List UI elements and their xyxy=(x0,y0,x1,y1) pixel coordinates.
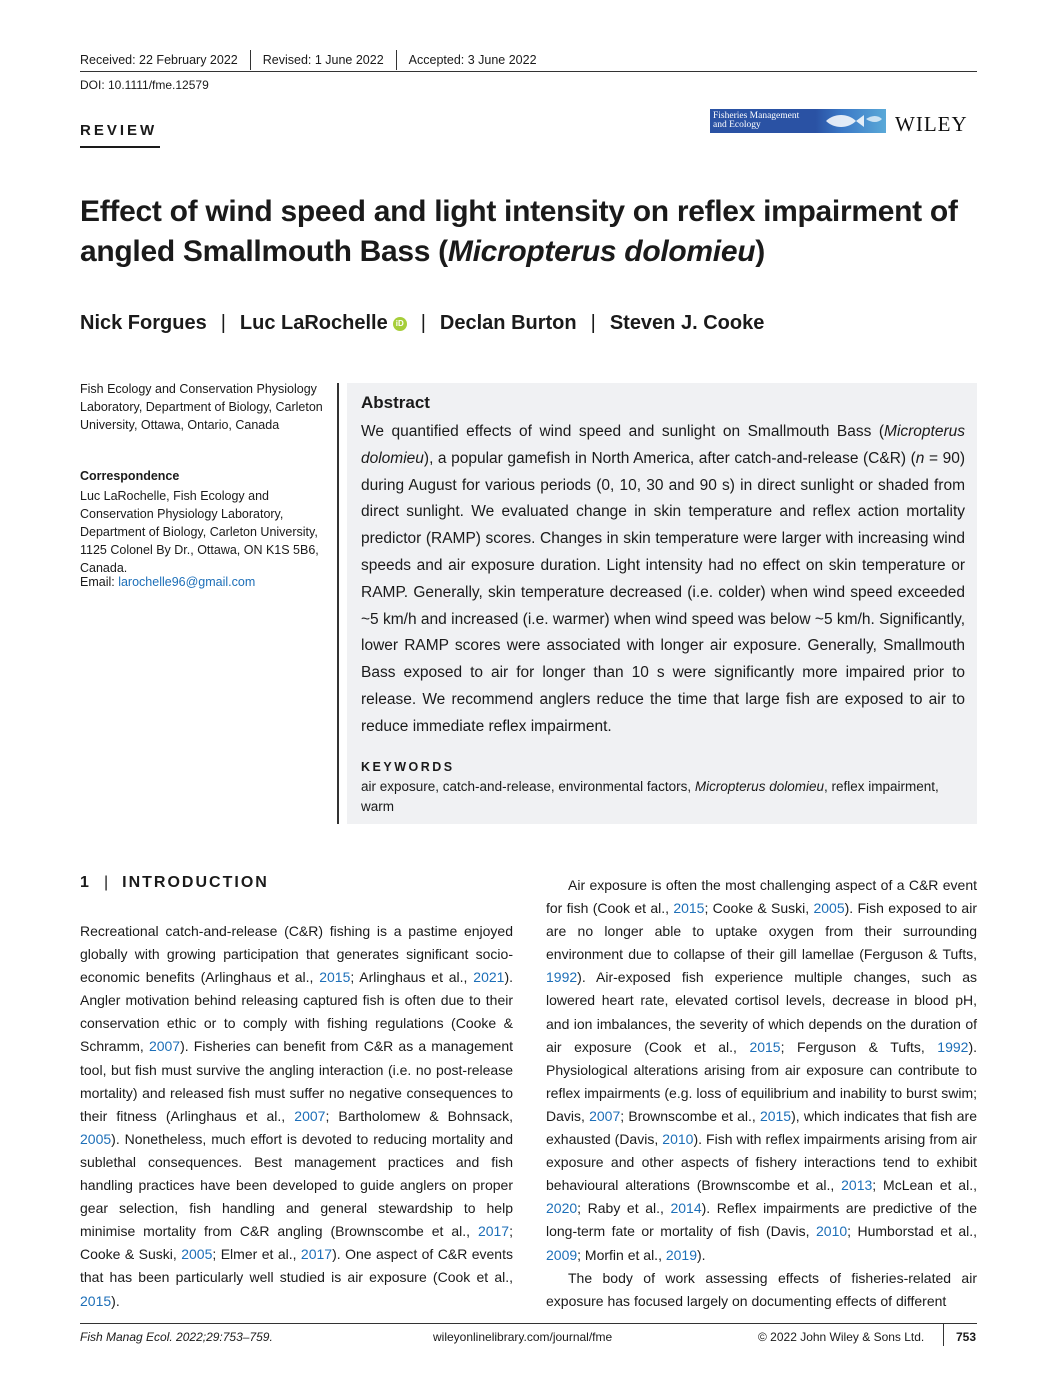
orcid-icon[interactable]: iD xyxy=(393,317,407,331)
citation-link[interactable]: 2019 xyxy=(665,1246,698,1263)
abstract-heading: Abstract xyxy=(361,393,430,412)
accepted-date: Accepted: 3 June 2022 xyxy=(408,53,537,67)
body-column-left xyxy=(80,920,513,1313)
citation-link[interactable]: 2005 xyxy=(80,1130,112,1147)
article-type-underline xyxy=(80,146,160,148)
divider xyxy=(396,50,397,70)
citation-link[interactable]: 1992 xyxy=(937,1038,969,1055)
author[interactable]: Luc LaRochelle xyxy=(239,312,388,334)
column-divider xyxy=(337,383,339,824)
email-link[interactable]: larochelle96@gmail.com xyxy=(118,575,256,589)
journal-name: Fisheries Management and Ecology xyxy=(713,110,800,130)
citation-link[interactable]: 2020 xyxy=(546,1200,578,1217)
footer-copyright: © 2022 John Wiley & Sons Ltd. xyxy=(758,1330,925,1344)
footer-url[interactable]: wileyonlinelibrary.com/journal/fme xyxy=(433,1330,613,1344)
citation-link[interactable]: 2017 xyxy=(477,1223,510,1240)
author[interactable]: Nick Forgues xyxy=(80,312,207,334)
citation-link[interactable]: 2015 xyxy=(759,1107,792,1124)
fish-icon xyxy=(822,110,886,132)
correspondence-heading: Correspondence xyxy=(80,469,180,483)
citation-link[interactable]: 2021 xyxy=(473,969,505,986)
paragraph: Air exposure is often the most challenging aspect of a C&R event for fish (Cook et al., 2015; Cooke & Suski, 2005). Fish exposed to air are no longer able to uptake oxygen from their surrounding environment due to collapse of their gill lamellae (Ferguson & Tufts, 1992). Air-exposed fish experience multiple changes, such as lowered heart rate, elevated cortisol levels, decrease in blood pH, and ion imbalances, the severity of which depends on the duration of air exposure (Cook et al., 2015; Ferguson & Tufts, 1992). Physiological alterations arising from air exposure can contribute to reflex impairments (e.g. loss of equilibrium and inability to burst swim; Davis, 2007; Brownscombe et al., 2015), which indicates that fish are exhausted (Davis, 2010). Fish with reflex impairments arising from air exposure and other aspects of fishery interactions tend to exhibit behavioural alterations (Brownscombe et al., 2013; McLean et al., 2020; Raby et al., 2014). Reflex impairments are predictive of the long-term fate or mortality of fish (Davis, 2010; Humborstad et al., 2009; Morfin et al., 2019). xyxy=(546,877,978,1263)
divider xyxy=(250,50,251,70)
header-rule xyxy=(80,71,977,72)
citation-link[interactable]: 2017 xyxy=(300,1246,333,1263)
footer-rule xyxy=(80,1323,977,1324)
citation-link[interactable]: 2007 xyxy=(589,1107,621,1124)
paragraph: Recreational catch-and-release (C&R) fishing is a pastime enjoyed globally with growing participation that generates significant socio-economic benefits (Arlinghaus et al., 2015; Arlinghaus et al., 2021). Angler motivation behind releasing captured fish is often due to their conservation ethic or to comply with fishing regulations (Cooke & Schramm, 2007). Fisheries can benefit from C&R as a management tool, but fish must survive the angling interaction (i.e. no post-release mortality) and released fish must suffer no negative consequences to their fitness (Arlinghaus et al., 2007; Bartholomew & Bohnsack, 2005). Nonetheless, much effort is devoted to reducing mortality and sublethal consequences. Best management practices and fish handling practices have been developed to guide anglers on proper gear selection, fish handling and general stewardship to help minimise mortality from C&R angling (Brownscombe et al., 2017; Cooke & Suski, 2005; Elmer et al., 2017). One aspect of C&R events that has been particularly well studied is air exposure (Cook et al., 2015). xyxy=(80,923,513,1309)
history-dates xyxy=(80,50,537,70)
citation-link[interactable]: 2007 xyxy=(294,1107,326,1124)
page-number: 753 xyxy=(956,1330,977,1344)
citation-link[interactable]: 2005 xyxy=(813,900,845,917)
doi: DOI: 10.1111/fme.12579 xyxy=(80,78,209,92)
section-heading: 1 | INTRODUCTION xyxy=(80,874,269,891)
citation-link[interactable]: 2010 xyxy=(662,1131,694,1148)
citation-link[interactable]: 2007 xyxy=(148,1038,181,1055)
received-date: Received: 22 February 2022 xyxy=(80,53,238,67)
citation-link[interactable]: 2014 xyxy=(670,1200,702,1217)
citation-link[interactable]: 2015 xyxy=(319,969,351,986)
correspondence-email: Email: larochelle96@gmail.com xyxy=(80,575,256,589)
citation-link[interactable]: 2015 xyxy=(749,1038,781,1055)
publisher-logo[interactable]: WILEY xyxy=(895,112,968,136)
abstract-text: We quantified effects of wind speed and sunlight on Smallmouth Bass (Micropterus dolomieu), a popular gamefish in North America, after catch-and-release (C&R) (n = 90) during August for various periods (0, 10, 30 and 90 s) in direct sunlight or shaded from direct sunlight. We evaluated change in skin temperature and reflex action mortality predictor (RAMP) scores. Changes in skin temperature were larger with increasing wind speeds and air exposure duration. Light intensity had no effect on skin temperature or RAMP. Generally, skin temperature decreased (i.e. colder) when wind speed exceeded ~5 km/h and increased (i.e. warmer) when wind speed was below ~5 km/h. Significantly, lower RAMP scores were associated with longer air exposure. Generally, Smallmouth Bass exposed to air for longer than 10 s were significantly more impaired prior to release. We recommend anglers reduce the time that large fish are exposed to air to reduce immediate reflex impairment. xyxy=(361,423,965,735)
citation-link[interactable]: 2013 xyxy=(841,1177,873,1194)
article-type: REVIEW xyxy=(80,122,158,139)
correspondence-address: Luc LaRochelle, Fish Ecology and Conservation Physiology Laboratory, Department of Biology, Carleton University, 1125 Colonel By Dr., Ottawa, ON K1S 5B6, Canada. xyxy=(80,489,319,575)
citation-link[interactable]: 2005 xyxy=(181,1246,213,1263)
author[interactable]: Steven J. Cooke xyxy=(609,312,765,334)
author[interactable]: Declan Burton xyxy=(439,312,577,334)
citation-link[interactable]: 2015 xyxy=(673,900,705,917)
keywords-list: air exposure, catch-and-release, environmental factors, Micropterus dolomieu, reflex impairment, warm xyxy=(361,779,939,814)
author-list: Nick Forgues | Luc LaRochelle iD | Declan Burton | Steven J. Cooke xyxy=(80,312,765,334)
article-title: Effect of wind speed and light intensity on reflex impairment of angled Smallmouth Bass (Micropterus dolomieu) xyxy=(80,195,958,268)
keywords-heading: KEYWORDS xyxy=(361,760,455,774)
citation-link[interactable]: 2009 xyxy=(546,1246,578,1263)
journal-logo[interactable] xyxy=(710,109,886,133)
footer-citation: Fish Manag Ecol. 2022;29:753–759. xyxy=(80,1330,273,1344)
body-column-right xyxy=(546,874,977,1313)
citation-link[interactable]: 2015 xyxy=(80,1292,112,1309)
revised-date: Revised: 1 June 2022 xyxy=(262,53,384,67)
affiliation: Fish Ecology and Conservation Physiology Laboratory, Department of Biology, Carleton University, Ottawa, Ontario, Canada xyxy=(80,382,323,432)
citation-link[interactable]: 2010 xyxy=(816,1223,848,1240)
paragraph: The body of work assessing effects of fisheries-related air exposure has focused largely on documenting effects of different xyxy=(546,1269,977,1309)
citation-link[interactable]: 1992 xyxy=(546,969,578,986)
footer-divider xyxy=(943,1324,944,1346)
